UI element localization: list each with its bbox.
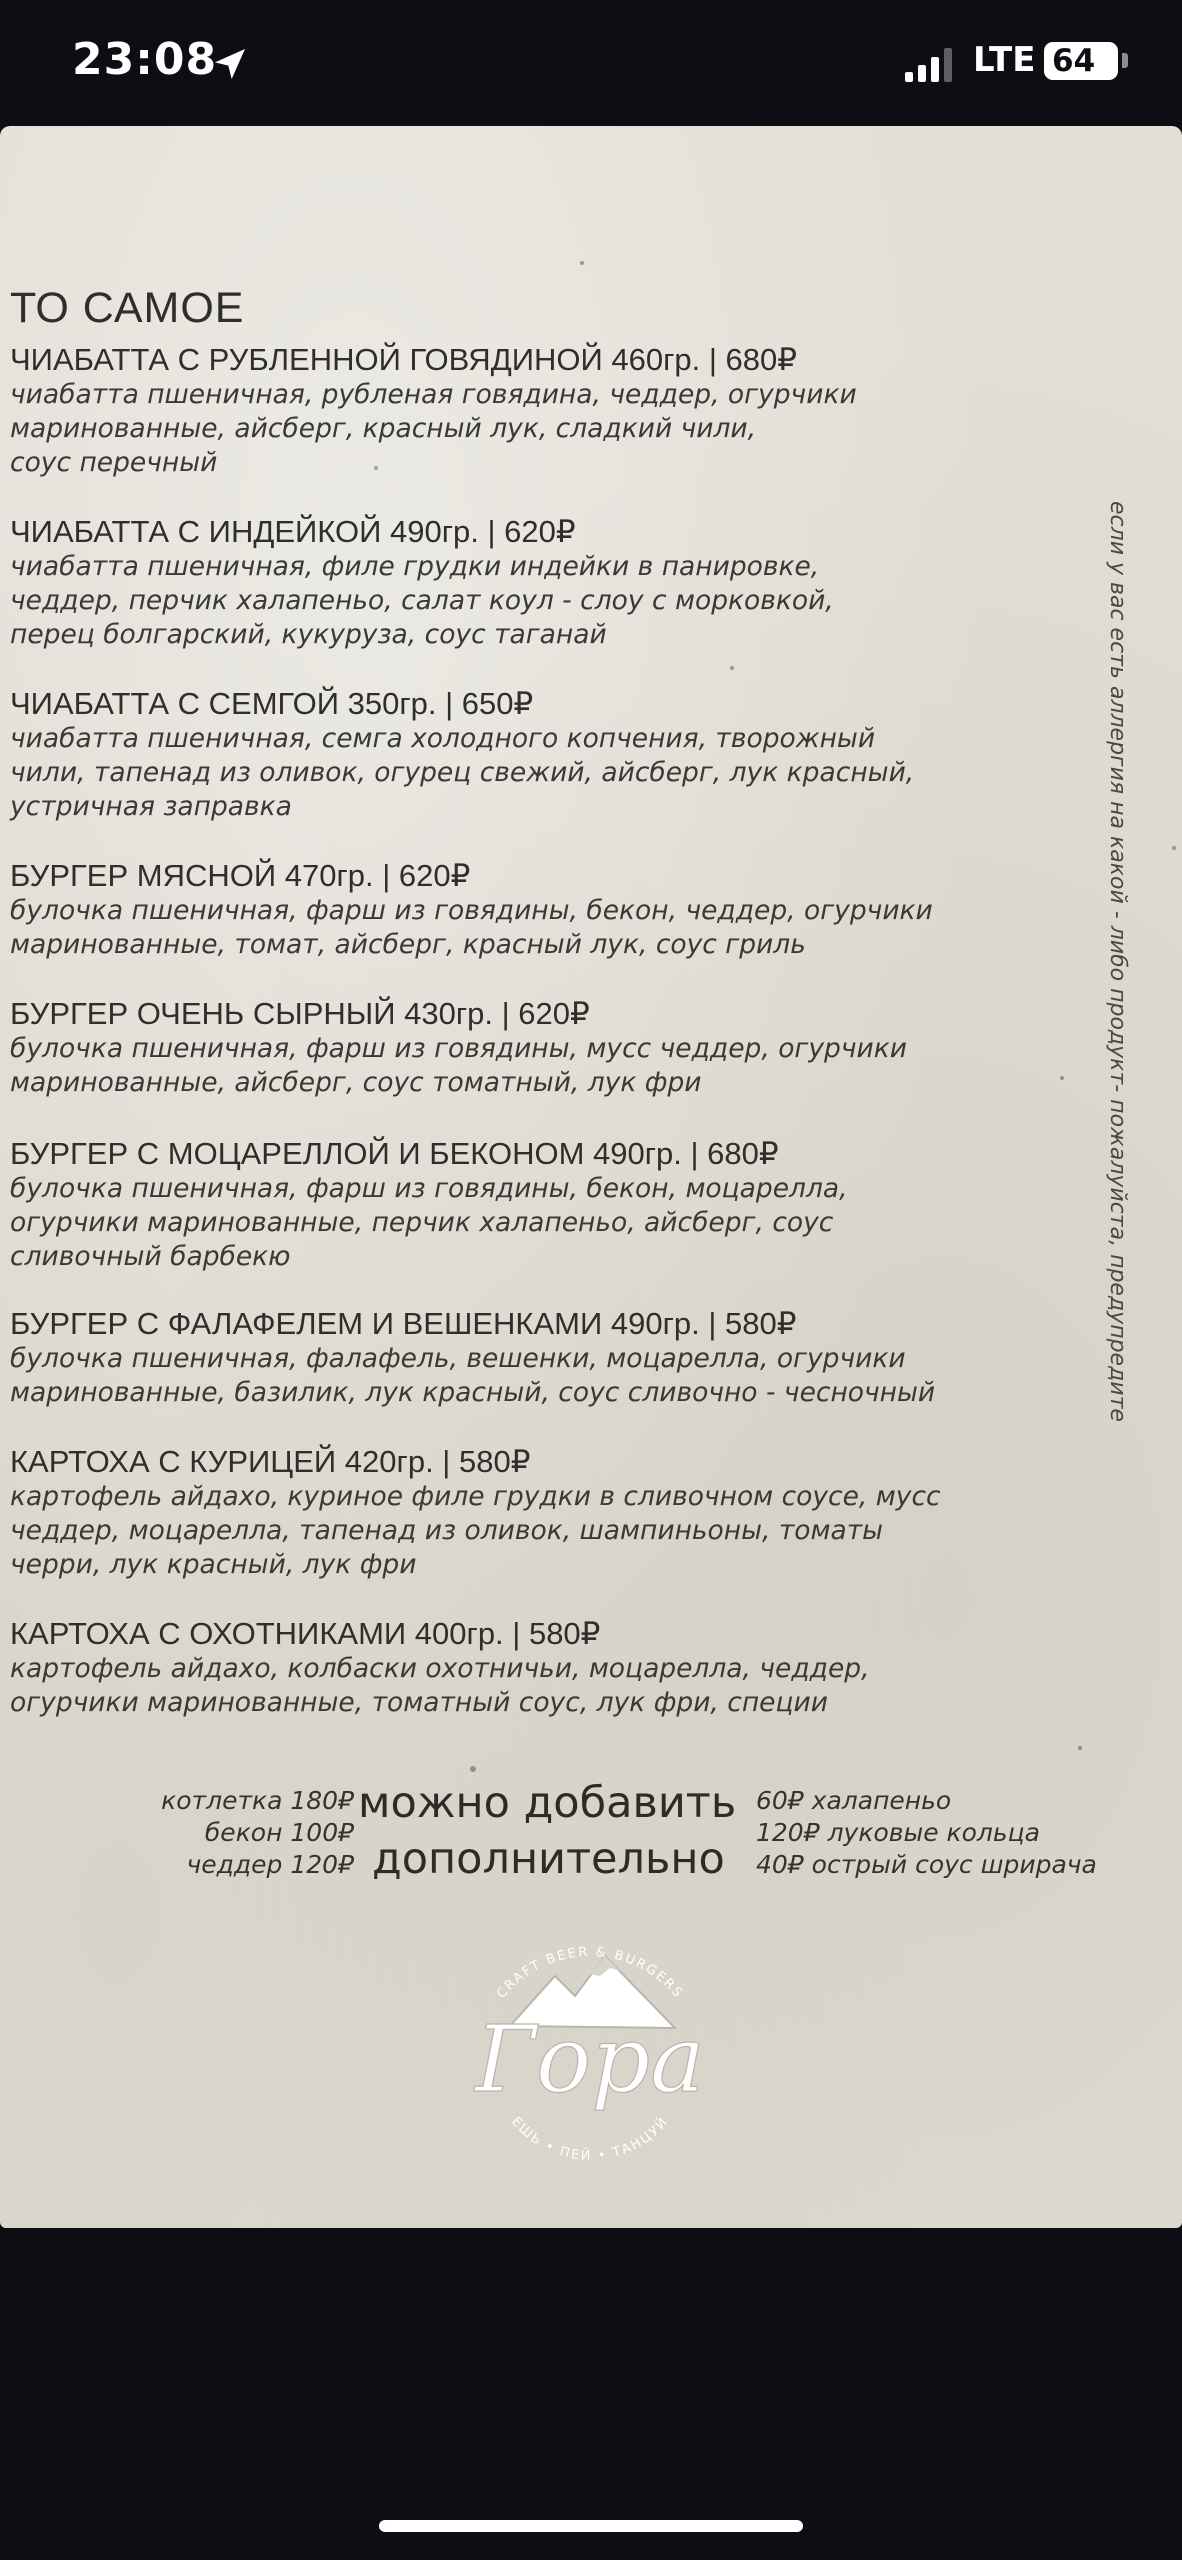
cellular-signal-icon (905, 48, 953, 82)
menu-item-desc-line: чеддер, моцарелла, тапенад из оливок, шампиньоны, томаты (10, 1515, 884, 1546)
addon-left: бекон 100₽ (204, 1818, 354, 1847)
menu-item-desc-line: маринованные, базилик, лук красный, соус сливочно - чесночный (10, 1377, 936, 1408)
menu-item-desc-line: огурчики маринованные, томатный соус, лук фри, специи (10, 1687, 828, 1718)
menu-item-desc-line: перец болгарский, кукуруза, соус таганай (10, 619, 607, 650)
svg-text:ЕШЬ • ПЕЙ • ТАНЦУЙ (508, 2114, 672, 2164)
menu-item-desc-line: черри, лук красный, лук фри (10, 1549, 417, 1580)
battery-icon (1044, 42, 1118, 80)
menu-item (10, 686, 1100, 824)
logo-arc-top: CRAFT BEER & BURGERS (494, 1944, 686, 2002)
menu-item-desc-line: соус перечный (10, 447, 218, 478)
menu-item-title: ЧИАБАТТА С РУБЛЕННОЙ ГОВЯДИНОЙ 460гр. | 680₽ (10, 342, 797, 377)
menu-item-title: БУРГЕР МЯСНОЙ 470гр. | 620₽ (10, 858, 471, 893)
menu-item-title: КАРТОХА С ОХОТНИКАМИ 400гр. | 580₽ (10, 1616, 601, 1651)
menu-item-title: БУРГЕР С МОЦАРЕЛЛОЙ И БЕКОНОМ 490гр. | 680₽ (10, 1136, 779, 1171)
addons-title: можно добавить (358, 1778, 737, 1828)
logo-arc-bottom: ЕШЬ • ПЕЙ • ТАНЦУЙ (508, 2114, 672, 2164)
menu-photo (0, 126, 1182, 2228)
battery-level: 64 (1052, 43, 1096, 79)
home-indicator[interactable] (379, 2520, 803, 2532)
menu-item (10, 996, 1100, 1100)
addon-right: 60₽ халапеньо (756, 1786, 952, 1815)
menu-item-desc-line: чиабатта пшеничная, семга холодного копчения, творожный (10, 723, 876, 754)
menu-item-desc-line: булочка пшеничная, фалафель, вешенки, моцарелла, огурчики (10, 1343, 906, 1374)
addon-right: 40₽ острый соус шрирача (756, 1850, 1097, 1879)
addons-subtitle: дополнительно (372, 1834, 725, 1884)
section-title: ТО САМОЕ (10, 284, 245, 332)
menu-item-desc-line: маринованные, томат, айсберг, красный лук, соус гриль (10, 929, 806, 960)
menu-item (10, 1444, 1100, 1582)
menu-item (10, 342, 1100, 480)
menu-item-title: КАРТОХА С КУРИЦЕЙ 420гр. | 580₽ (10, 1444, 531, 1479)
menu-item (10, 858, 1100, 962)
gora-logo (440, 1916, 740, 2176)
status-time: 23:08 (72, 34, 218, 85)
menu-item-title: ЧИАБАТТА С ИНДЕЙКОЙ 490гр. | 620₽ (10, 514, 576, 549)
location-arrow-icon (210, 44, 250, 84)
menu-item-desc-line: сливочный барбекю (10, 1241, 291, 1272)
menu-item-desc-line: маринованные, айсберг, красный лук, сладкий чили, (10, 413, 757, 444)
allergy-note: если у вас есть аллергия на какой - либо продукт- пожалуйста, предупредите (1105, 501, 1130, 1422)
menu-item-desc-line: чиабатта пшеничная, рубленая говядина, чеддер, огурчики (10, 379, 857, 410)
menu-item-desc-line: устричная заправка (10, 791, 292, 822)
status-bar (0, 0, 1182, 128)
menu-item-title: БУРГЕР ОЧЕНЬ СЫРНЫЙ 430гр. | 620₽ (10, 996, 590, 1031)
addon-right: 120₽ луковые кольца (756, 1818, 1040, 1847)
addon-left: котлетка 180₽ (161, 1786, 354, 1815)
menu-item (10, 1306, 1100, 1410)
menu-item-desc-line: чиабатта пшеничная, филе грудки индейки в панировке, (10, 551, 820, 582)
menu-item (10, 514, 1100, 652)
menu-item-desc-line: булочка пшеничная, фарш из говядины, бекон, моцарелла, (10, 1173, 848, 1204)
menu-item-desc-line: булочка пшеничная, фарш из говядины, мусс чеддер, огурчики (10, 1033, 907, 1064)
menu-item (10, 1136, 1100, 1274)
menu-item-title: ЧИАБАТТА С СЕМГОЙ 350гр. | 650₽ (10, 686, 534, 721)
menu-item-desc-line: маринованные, айсберг, соус томатный, лук фри (10, 1067, 702, 1098)
battery-tip (1122, 53, 1128, 68)
addon-left: чеддер 120₽ (186, 1850, 354, 1879)
menu-item-desc-line: огурчики маринованные, перчик халапеньо, айсберг, соус (10, 1207, 834, 1238)
menu-item-desc-line: булочка пшеничная, фарш из говядины, бекон, чеддер, огурчики (10, 895, 933, 926)
menu-item-desc-line: картофель айдахо, куриное филе грудки в сливочном соусе, мусс (10, 1481, 941, 1512)
logo-wordmark: Гора (474, 2006, 706, 2113)
menu-item-desc-line: чеддер, перчик халапеньо, салат коул - слоу с морковкой, (10, 585, 834, 616)
menu-item (10, 1616, 1100, 1720)
menu-item-desc-line: чили, тапенад из оливок, огурец свежий, айсберг, лук красный, (10, 757, 915, 788)
menu-item-desc-line: картофель айдахо, колбаски охотничьи, моцарелла, чеддер, (10, 1653, 870, 1684)
menu-item-title: БУРГЕР С ФАЛАФЕЛЕМ И ВЕШЕНКАМИ 490гр. | 580₽ (10, 1306, 797, 1341)
network-type: LTE (973, 40, 1036, 80)
